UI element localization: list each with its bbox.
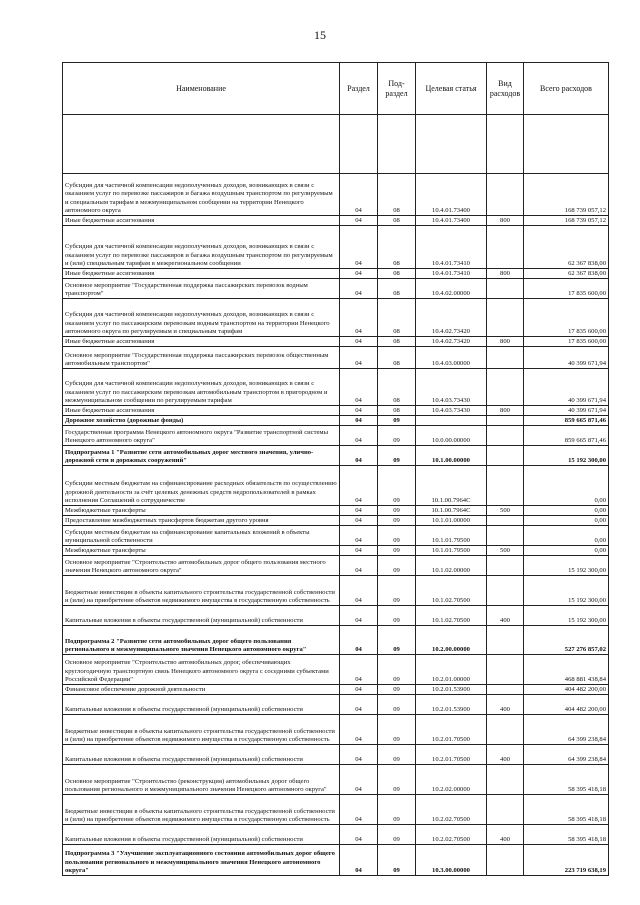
- row-podrazdel: 09: [378, 626, 416, 655]
- table-row: [63, 795, 609, 825]
- table-row: [63, 426, 609, 446]
- row-total: 40 399 671,94: [524, 347, 609, 369]
- row-podrazdel: 09: [378, 795, 416, 825]
- row-podrazdel: 09: [378, 466, 416, 506]
- table-row: [63, 216, 609, 226]
- row-vid: 800: [487, 406, 524, 416]
- table-row: [63, 606, 609, 626]
- row-name: Капитальные вложения в объекты государственной (муниципальной) собственности: [63, 825, 340, 845]
- budget-table: [62, 62, 609, 876]
- row-podrazdel: 09: [378, 765, 416, 795]
- header-podrazdel: Под-раздел: [378, 63, 416, 115]
- table-row: [63, 685, 609, 695]
- row-name: Бюджетные инвестиции в объекты капитального строительства государственной собственности и (или) на приобретение объектов недвижимого имущества в государственную собственность: [63, 576, 340, 606]
- row-total: 168 739 057,12: [524, 174, 609, 216]
- row-podrazdel: 09: [378, 715, 416, 745]
- table-body: [63, 115, 609, 876]
- row-vid: [487, 226, 524, 269]
- row-name: Субсидии местным бюджетам на софинансирование расходных обязательств по осуществлению дорожной деятельности за счёт целевых денежных средств недропользователей в рамках исполнения Соглашений о сотрудничестве: [63, 466, 340, 506]
- row-name: Дорожное хозяйство (дорожные фонды): [63, 416, 340, 426]
- row-vid: [487, 466, 524, 506]
- row-name: Подпрограмма 1 "Развитие сети автомобильных дорог местного значения, улично-дорожной сети и дорожных сооружений": [63, 446, 340, 466]
- row-total: 0,00: [524, 516, 609, 526]
- row-name: Основное мероприятие "Строительство автомобильных дорог, обеспечивающих круглогодичную транспортную связь Ненецкого автономного округа с соседними субъектами Российской Федерации": [63, 655, 340, 685]
- row-name: Субсидии местным бюджетам на софинансирование капитальных вложений в объекты муниципальной собственности: [63, 526, 340, 546]
- row-razdel: 04: [340, 226, 378, 269]
- page-number: 15: [314, 28, 326, 42]
- row-vid: 400: [487, 695, 524, 715]
- row-total: 62 367 838,00: [524, 226, 609, 269]
- row-podrazdel: 09: [378, 745, 416, 765]
- row-total: 40 399 671,94: [524, 369, 609, 406]
- row-razdel: 04: [340, 516, 378, 526]
- table-row: [63, 466, 609, 506]
- row-vid: [487, 556, 524, 576]
- row-razdel: 04: [340, 369, 378, 406]
- row-podrazdel: 09: [378, 446, 416, 466]
- table-row: [63, 416, 609, 426]
- spacer-row: [63, 115, 609, 174]
- row-total: 0,00: [524, 506, 609, 516]
- row-razdel: 04: [340, 685, 378, 695]
- row-target: 10.2.01.70500: [416, 745, 487, 765]
- row-razdel: 04: [340, 526, 378, 546]
- row-razdel: 04: [340, 576, 378, 606]
- table-row: [63, 695, 609, 715]
- row-total: 15 192 300,00: [524, 446, 609, 466]
- table-row: [63, 715, 609, 745]
- row-name: Основное мероприятие "Государственная поддержка пассажирских перевозок водным транспортом": [63, 279, 340, 299]
- row-podrazdel: 09: [378, 526, 416, 546]
- row-target: 10.1.02.70500: [416, 606, 487, 626]
- row-razdel: 04: [340, 606, 378, 626]
- row-podrazdel: 09: [378, 426, 416, 446]
- row-target: 10.2.02.00000: [416, 765, 487, 795]
- row-vid: 500: [487, 546, 524, 556]
- row-name: Субсидия для частичной компенсации недополученных доходов, возникающих в связи с оказанием услуг по пассажирским перевозкам автомобильным транспортом в пригородном и межмуниципальном сообщении по регулируемым тарифам: [63, 369, 340, 406]
- row-total: 62 367 838,00: [524, 269, 609, 279]
- row-target: 10.1.01.79500: [416, 526, 487, 546]
- row-name: Субсидия для частичной компенсации недополученных доходов, возникающих в связи с оказанием услуг по пассажирским перевозкам водным транспортом на территории Ненецкого автономного округа по регулируемым и специальным тарифам: [63, 299, 340, 337]
- row-name: Бюджетные инвестиции в объекты капитального строительства государственной собственности и (или) на приобретение объектов недвижимого имущества в государственную собственность: [63, 795, 340, 825]
- row-target: 10.4.01.73400: [416, 216, 487, 226]
- row-target: 10.2.02.70500: [416, 795, 487, 825]
- row-total: 404 482 200,00: [524, 695, 609, 715]
- row-name: Основное мероприятие "Строительство (реконструкция) автомобильных дорог общего пользования регионального и межмуниципального значения Ненецкого автономного округа": [63, 765, 340, 795]
- table-row: [63, 655, 609, 685]
- table-row: [63, 745, 609, 765]
- row-vid: [487, 369, 524, 406]
- row-total: 58 395 418,18: [524, 795, 609, 825]
- row-name: Подпрограмма 2 "Развитие сети автомобильных дорог общего пользования регионального и межмуниципального значения Ненецкого автономного округа": [63, 626, 340, 655]
- row-name: Подпрограмма 3 "Улучшение эксплуатационного состояния автомобильных дорог общего пользования регионального и межмуниципального значения Ненецкого автономного округа": [63, 845, 340, 876]
- row-vid: 400: [487, 825, 524, 845]
- row-target: 10.0.00.00000: [416, 426, 487, 446]
- row-vid: 800: [487, 337, 524, 347]
- row-vid: [487, 526, 524, 546]
- row-name: Межбюджетные трансферты: [63, 546, 340, 556]
- row-name: Бюджетные инвестиции в объекты капитального строительства государственной собственности и (или) на приобретение объектов недвижимого имущества в государственную собственность: [63, 715, 340, 745]
- row-razdel: 04: [340, 626, 378, 655]
- row-name: Иные бюджетные ассигнования: [63, 216, 340, 226]
- row-podrazdel: 08: [378, 226, 416, 269]
- row-target: 10.1.01.00000: [416, 516, 487, 526]
- table-row: [63, 174, 609, 216]
- row-vid: [487, 416, 524, 426]
- row-razdel: 04: [340, 269, 378, 279]
- row-target: 10.1.02.70500: [416, 576, 487, 606]
- row-podrazdel: 09: [378, 685, 416, 695]
- row-razdel: 04: [340, 347, 378, 369]
- row-vid: [487, 765, 524, 795]
- row-podrazdel: 09: [378, 416, 416, 426]
- row-razdel: 04: [340, 715, 378, 745]
- row-podrazdel: 09: [378, 506, 416, 516]
- row-name: Государственная программа Ненецкого автономного округа "Развитие транспортной системы Ненецкого автономного округа": [63, 426, 340, 446]
- row-total: 64 399 238,84: [524, 715, 609, 745]
- row-razdel: 04: [340, 795, 378, 825]
- row-podrazdel: 08: [378, 279, 416, 299]
- row-total: 17 835 600,00: [524, 279, 609, 299]
- row-vid: [487, 685, 524, 695]
- row-razdel: 04: [340, 765, 378, 795]
- table-row: [63, 406, 609, 416]
- row-target: 10.2.00.00000: [416, 626, 487, 655]
- row-podrazdel: 08: [378, 369, 416, 406]
- row-razdel: 04: [340, 466, 378, 506]
- row-vid: [487, 715, 524, 745]
- row-podrazdel: 09: [378, 825, 416, 845]
- row-vid: [487, 516, 524, 526]
- row-target: 10.1.00.7964С: [416, 506, 487, 516]
- row-target: [416, 416, 487, 426]
- row-razdel: 04: [340, 556, 378, 576]
- row-target: 10.1.00.7964С: [416, 466, 487, 506]
- row-name: Основное мероприятие "Государственная поддержка пассажирских перевозок общественным автомобильным транспортом": [63, 347, 340, 369]
- row-podrazdel: 09: [378, 556, 416, 576]
- row-target: 10.2.01.53900: [416, 695, 487, 715]
- table-row: [63, 626, 609, 655]
- row-total: 15 192 300,00: [524, 556, 609, 576]
- row-name: Финансовое обеспечение дорожной деятельности: [63, 685, 340, 695]
- header-vid: Вид расходов: [487, 63, 524, 115]
- row-target: 10.4.03.73430: [416, 406, 487, 416]
- row-target: 10.2.01.70500: [416, 715, 487, 745]
- row-total: 40 399 671,94: [524, 406, 609, 416]
- row-vid: [487, 347, 524, 369]
- row-vid: 800: [487, 269, 524, 279]
- row-podrazdel: 08: [378, 337, 416, 347]
- row-vid: 800: [487, 216, 524, 226]
- row-razdel: 04: [340, 216, 378, 226]
- row-razdel: 04: [340, 845, 378, 876]
- row-podrazdel: 09: [378, 655, 416, 685]
- row-name: Иные бюджетные ассигнования: [63, 406, 340, 416]
- row-name: Капитальные вложения в объекты государственной (муниципальной) собственности: [63, 606, 340, 626]
- row-target: 10.4.01.73410: [416, 269, 487, 279]
- row-vid: [487, 426, 524, 446]
- row-target: 10.4.02.73420: [416, 337, 487, 347]
- row-total: 223 719 638,19: [524, 845, 609, 876]
- row-podrazdel: 09: [378, 845, 416, 876]
- table-row: [63, 226, 609, 269]
- row-razdel: 04: [340, 695, 378, 715]
- row-razdel: 04: [340, 426, 378, 446]
- row-total: 0,00: [524, 526, 609, 546]
- table-row: [63, 765, 609, 795]
- row-total: 404 482 200,00: [524, 685, 609, 695]
- table-row: [63, 337, 609, 347]
- row-razdel: 04: [340, 546, 378, 556]
- table-row: [63, 526, 609, 546]
- row-razdel: 04: [340, 279, 378, 299]
- row-podrazdel: 08: [378, 216, 416, 226]
- table-row: [63, 299, 609, 337]
- row-name: Основное мероприятие "Строительство автомобильных дорог общего пользования местного значения Ненецкого автономного округа": [63, 556, 340, 576]
- row-total: 15 192 300,00: [524, 606, 609, 626]
- table-header-row: [63, 63, 609, 115]
- row-total: 17 835 600,00: [524, 299, 609, 337]
- row-target: 10.1.02.00000: [416, 556, 487, 576]
- row-podrazdel: 08: [378, 269, 416, 279]
- table-row: [63, 369, 609, 406]
- row-name: Капитальные вложения в объекты государственной (муниципальной) собственности: [63, 695, 340, 715]
- row-razdel: 04: [340, 506, 378, 516]
- table-row: [63, 546, 609, 556]
- row-razdel: 04: [340, 446, 378, 466]
- row-podrazdel: 09: [378, 576, 416, 606]
- row-razdel: 04: [340, 406, 378, 416]
- row-vid: 400: [487, 606, 524, 626]
- table-row: [63, 516, 609, 526]
- row-total: 168 739 057,12: [524, 216, 609, 226]
- header-target: Целевая статья: [416, 63, 487, 115]
- row-podrazdel: 09: [378, 695, 416, 715]
- row-vid: [487, 655, 524, 685]
- row-razdel: 04: [340, 825, 378, 845]
- row-total: 17 835 600,00: [524, 337, 609, 347]
- row-total: 15 192 300,00: [524, 576, 609, 606]
- header-name: Наименование: [63, 63, 340, 115]
- row-total: 859 665 871,46: [524, 416, 609, 426]
- row-total: 527 276 857,02: [524, 626, 609, 655]
- row-total: 58 395 418,18: [524, 825, 609, 845]
- row-razdel: 04: [340, 174, 378, 216]
- row-target: 10.4.03.00000: [416, 347, 487, 369]
- row-razdel: 04: [340, 416, 378, 426]
- row-target: 10.2.02.70500: [416, 825, 487, 845]
- row-podrazdel: 08: [378, 347, 416, 369]
- row-vid: [487, 279, 524, 299]
- row-podrazdel: 09: [378, 606, 416, 626]
- table-row: [63, 446, 609, 466]
- table-row: [63, 845, 609, 876]
- row-target: 10.2.01.00000: [416, 655, 487, 685]
- table-row: [63, 506, 609, 516]
- row-target: 10.1.00.00000: [416, 446, 487, 466]
- row-vid: [487, 795, 524, 825]
- row-total: 468 881 438,84: [524, 655, 609, 685]
- row-vid: [487, 446, 524, 466]
- row-podrazdel: 08: [378, 299, 416, 337]
- header-total: Всего расходов: [524, 63, 609, 115]
- row-target: 10.1.01.79500: [416, 546, 487, 556]
- row-vid: 400: [487, 745, 524, 765]
- row-vid: [487, 174, 524, 216]
- row-razdel: 04: [340, 745, 378, 765]
- row-target: 10.4.02.73420: [416, 299, 487, 337]
- row-vid: [487, 626, 524, 655]
- row-podrazdel: 09: [378, 546, 416, 556]
- table-row: [63, 556, 609, 576]
- row-target: 10.4.03.73430: [416, 369, 487, 406]
- row-podrazdel: 08: [378, 406, 416, 416]
- row-podrazdel: 08: [378, 174, 416, 216]
- row-total: 0,00: [524, 466, 609, 506]
- row-vid: [487, 845, 524, 876]
- row-razdel: 04: [340, 299, 378, 337]
- row-name: Капитальные вложения в объекты государственной (муниципальной) собственности: [63, 745, 340, 765]
- row-vid: 500: [487, 506, 524, 516]
- table-row: [63, 269, 609, 279]
- row-target: 10.2.01.53900: [416, 685, 487, 695]
- row-total: 0,00: [524, 546, 609, 556]
- header-razdel: Раздел: [340, 63, 378, 115]
- row-target: 10.4.02.00000: [416, 279, 487, 299]
- row-vid: [487, 576, 524, 606]
- row-name: Субсидия для частичной компенсации недополученных доходов, возникающих в связи с оказанием услуг по перевозке пассажиров и багажа воздушным транспортом по регулируемым и (или) специальным тарифам в межрегиональном сообщении: [63, 226, 340, 269]
- row-total: 58 395 418,18: [524, 765, 609, 795]
- row-name: Субсидия для частичной компенсации недополученных доходов, возникающих в связи с оказанием услуг по перевозке пассажиров и багажа воздушным транспортом по регулируемым и специальным тарифам в межмуниципальном сообщении на территории Ненецкого автономного округа: [63, 174, 340, 216]
- row-total: 64 399 238,84: [524, 745, 609, 765]
- row-name: Межбюджетные трансферты: [63, 506, 340, 516]
- table-row: [63, 576, 609, 606]
- row-vid: [487, 299, 524, 337]
- table-row: [63, 347, 609, 369]
- table-row: [63, 825, 609, 845]
- row-podrazdel: 09: [378, 516, 416, 526]
- row-total: 859 665 871,46: [524, 426, 609, 446]
- row-razdel: 04: [340, 337, 378, 347]
- row-target: 10.3.00.00000: [416, 845, 487, 876]
- row-name: Иные бюджетные ассигнования: [63, 269, 340, 279]
- row-target: 10.4.01.73400: [416, 174, 487, 216]
- table-row: [63, 279, 609, 299]
- row-razdel: 04: [340, 655, 378, 685]
- row-target: 10.4.01.73410: [416, 226, 487, 269]
- row-name: Предоставление межбюджетных трансфертов бюджетам другого уровня: [63, 516, 340, 526]
- row-name: Иные бюджетные ассигнования: [63, 337, 340, 347]
